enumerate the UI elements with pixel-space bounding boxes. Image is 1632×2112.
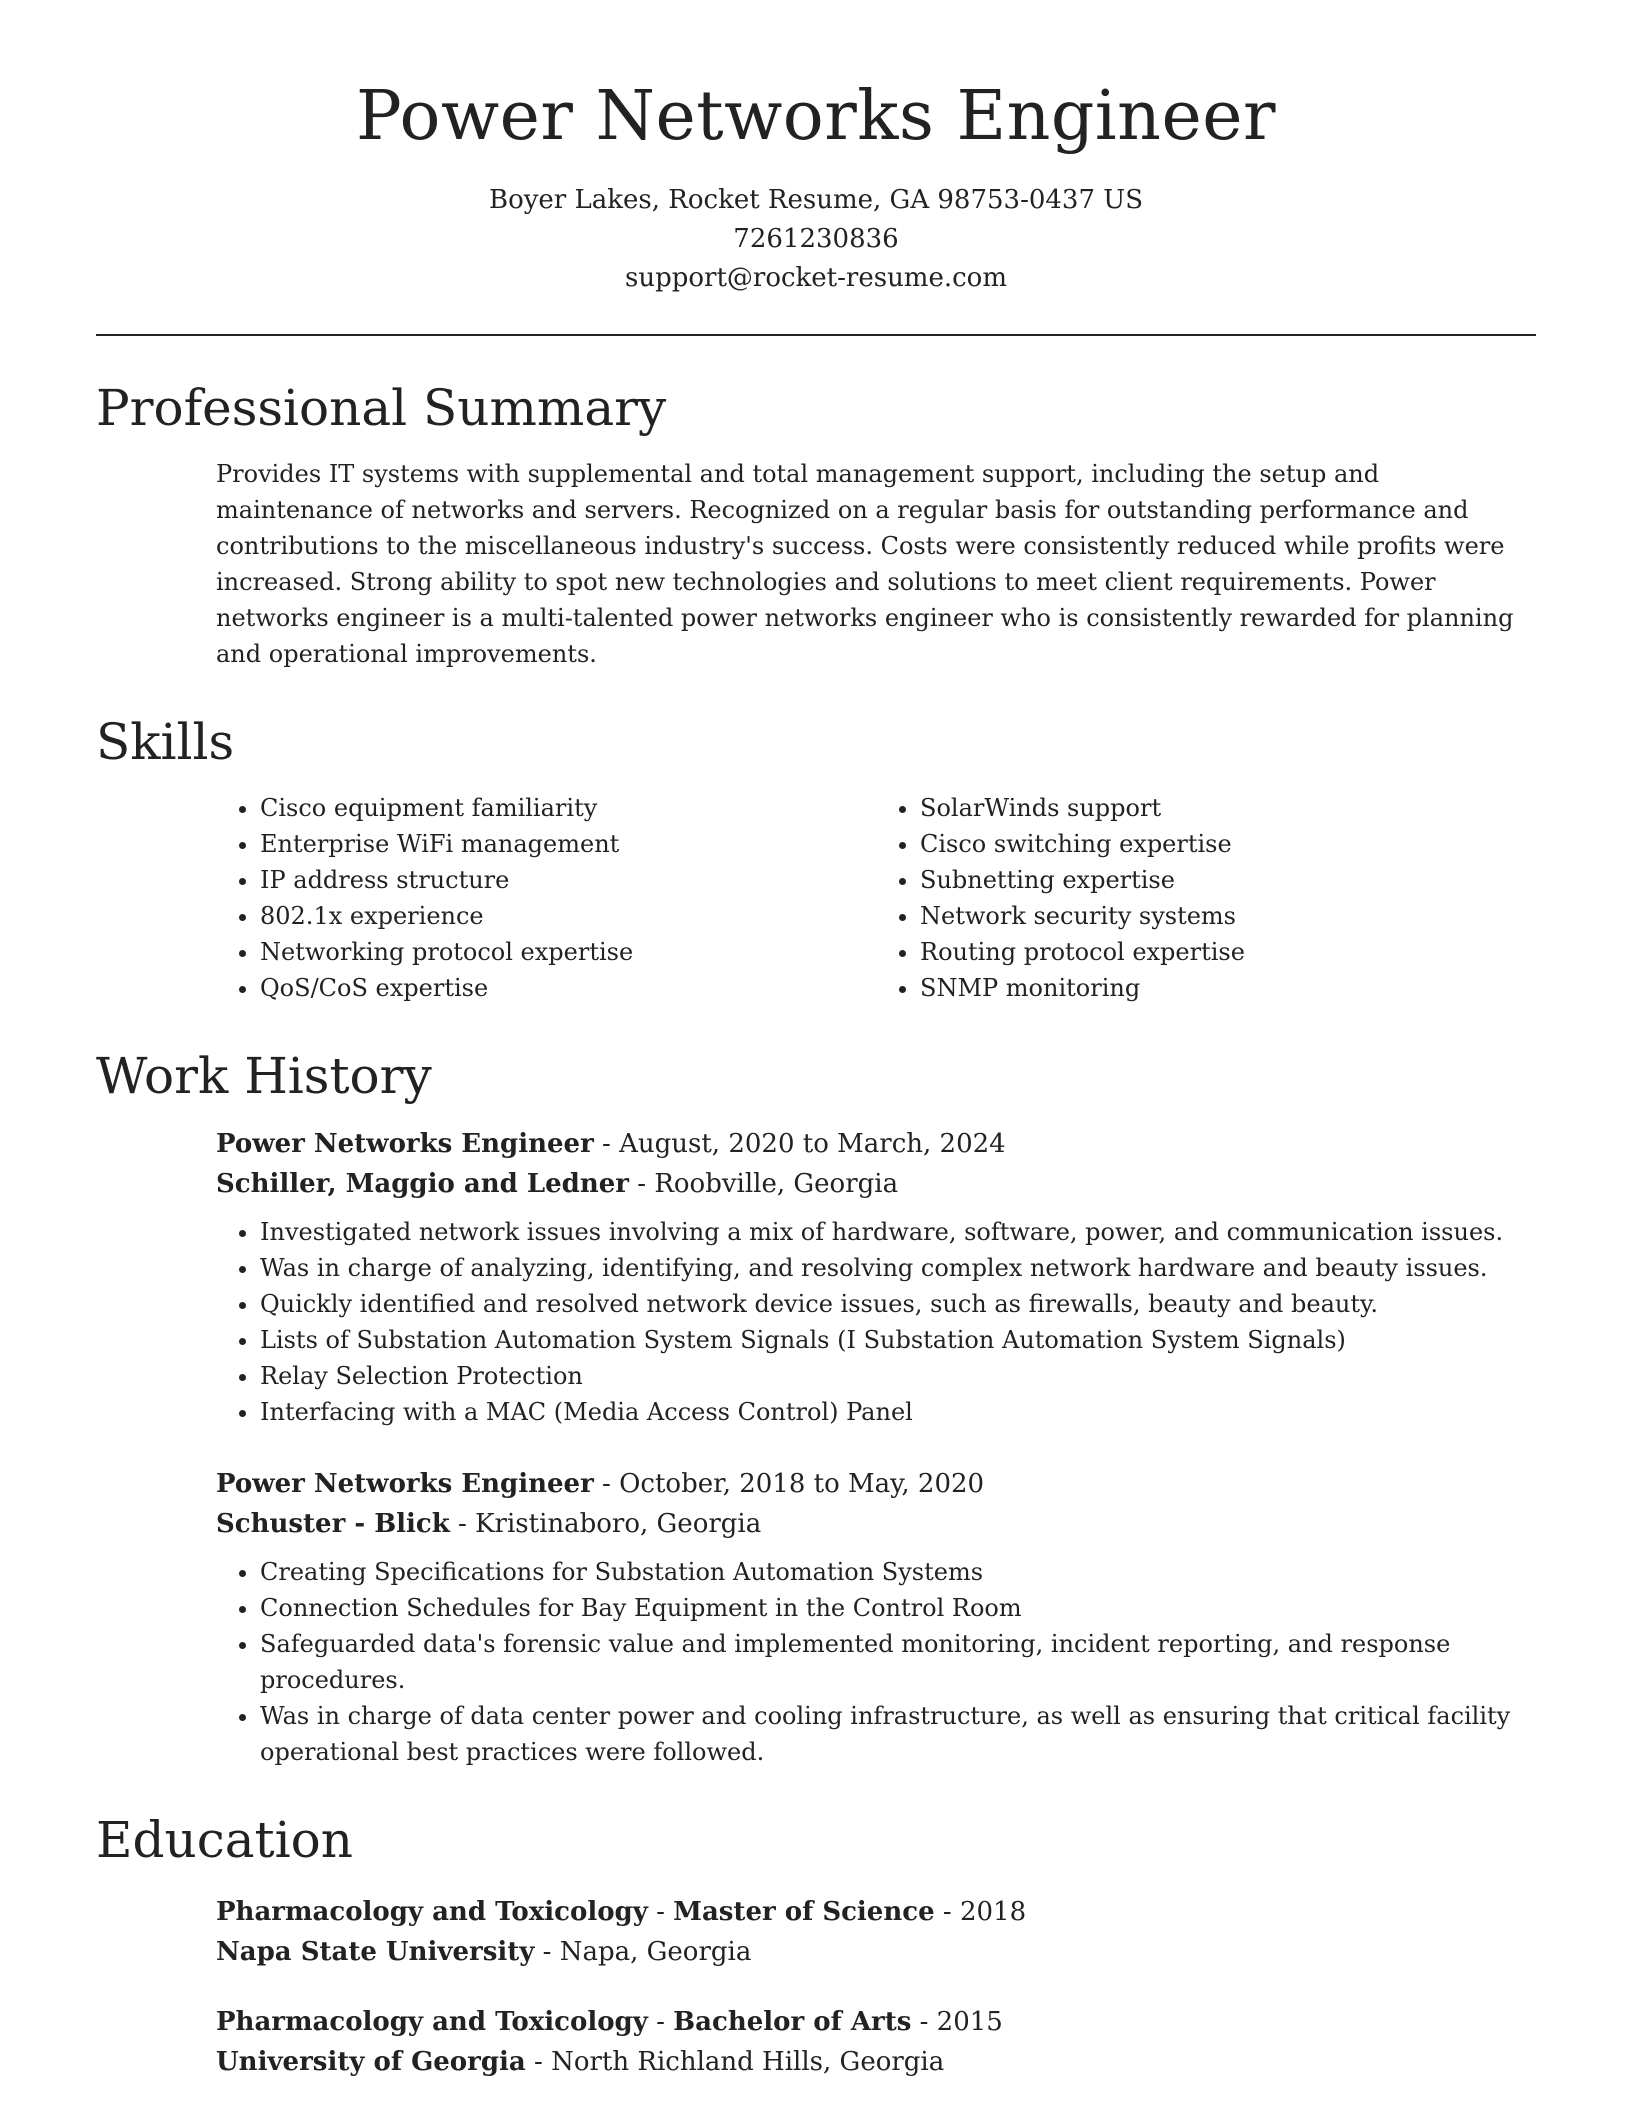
education-field: Pharmacology and Toxicology	[216, 2006, 648, 2037]
skill-item: • Subnetting expertise	[920, 862, 1536, 898]
contact-block	[96, 181, 1536, 298]
summary-text: Provides IT systems with supplemental and total management support, including the setup and maintenance of networks and servers. Recognized on a regular basis for outstanding performance and contributions to the miscellaneous industry's success. Costs were consistently reduced while profits were increased. Strong ability to spot new technologies and solutions to meet client requirements. Power networks engineer is a multi-talented power networks engineer who is consistently rewarded for planning and operational improvements.	[216, 459, 1514, 668]
job-location: Kristinaboro, Georgia	[475, 1508, 762, 1539]
separator: -	[647, 2006, 674, 2037]
candidate-name: Power Networks Engineer	[356, 77, 1276, 156]
job-bullet: • Connection Schedules for Bay Equipment in the Control Room	[260, 1590, 1536, 1626]
resume-header	[96, 77, 1536, 298]
separator: -	[911, 2006, 937, 2037]
separator: -	[534, 1936, 560, 1967]
education-degree: Bachelor of Arts	[673, 2006, 912, 2037]
skills-heading: Skills	[96, 712, 235, 771]
job-dates: August, 2020 to March, 2024	[619, 1128, 1006, 1159]
skill-item: • SNMP monitoring	[920, 970, 1536, 1006]
separator: -	[593, 1468, 620, 1499]
education-degree: Master of Science	[673, 1896, 935, 1927]
job-company: Schuster - Blick	[216, 1508, 450, 1539]
skill-item: • QoS/CoS expertise	[260, 970, 876, 1006]
summary-heading: Professional Summary	[96, 378, 667, 437]
education-school: University of Georgia	[216, 2046, 526, 2077]
job-company: Schiller, Maggio and Ledner	[216, 1168, 629, 1199]
skill-item: • Routing protocol expertise	[920, 934, 1536, 970]
skills-list-left	[216, 790, 876, 1006]
work-history-section	[96, 1046, 1536, 1770]
job-bullet: • Relay Selection Protection	[260, 1358, 1536, 1394]
job-bullet: • Investigated network issues involving a mix of hardware, software, power, and communication issues.	[260, 1214, 1536, 1250]
skill-item: • SolarWinds support	[920, 790, 1536, 826]
separator: -	[525, 2046, 552, 2077]
job-dates: October, 2018 to May, 2020	[619, 1468, 985, 1499]
skills-section	[96, 712, 1536, 1006]
job-title-line	[216, 1464, 1536, 1504]
skill-item: • Cisco equipment familiarity	[260, 790, 876, 826]
education-field: Pharmacology and Toxicology	[216, 1896, 648, 1927]
job-bullet: • Lists of Substation Automation System Signals (I Substation Automation System Signals)	[260, 1322, 1536, 1358]
summary-section	[96, 378, 1536, 672]
skill-item: • 802.1x experience	[260, 898, 876, 934]
job-company-line	[216, 1504, 1536, 1544]
education-year: 2015	[936, 2006, 1003, 2037]
separator: -	[628, 1168, 655, 1199]
job-bullet: • Was in charge of data center power and cooling infrastructure, as well as ensuring that critical facility operational best practices were followed.	[260, 1698, 1536, 1770]
job-bullet: • Was in charge of analyzing, identifying, and resolving complex network hardware and beauty issues.	[260, 1250, 1536, 1286]
education-entry	[216, 2002, 1536, 2082]
job-bullet: • Interfacing with a MAC (Media Access Control) Panel	[260, 1394, 1536, 1430]
education-school: Napa State University	[216, 1936, 535, 1967]
job-bullet: • Creating Specifications for Substation Automation Systems	[260, 1554, 1536, 1590]
education-location: Napa, Georgia	[559, 1936, 752, 1967]
education-school-line	[216, 1932, 1536, 1972]
separator: -	[593, 1128, 620, 1159]
job-entry	[216, 1124, 1536, 1430]
skills-list-right	[876, 790, 1536, 1006]
contact-email: support@rocket-resume.com	[624, 262, 1007, 293]
separator: -	[934, 1896, 960, 1927]
job-bullets	[216, 1214, 1536, 1430]
skill-item: • Enterprise WiFi management	[260, 826, 876, 862]
education-degree-line	[216, 2002, 1536, 2042]
skill-item: • Network security systems	[920, 898, 1536, 934]
job-location: Roobville, Georgia	[654, 1168, 899, 1199]
skills-grid	[216, 790, 1536, 1006]
separator: -	[647, 1896, 674, 1927]
education-heading: Education	[96, 1810, 353, 1869]
job-title: Power Networks Engineer	[216, 1128, 594, 1159]
skill-item: • IP address structure	[260, 862, 876, 898]
skill-item: • Networking protocol expertise	[260, 934, 876, 970]
job-title-line	[216, 1124, 1536, 1164]
education-section	[96, 1810, 1536, 2082]
job-bullet: • Quickly identified and resolved network device issues, such as firewalls, beauty and beauty.	[260, 1286, 1536, 1322]
education-year: 2018	[959, 1896, 1027, 1927]
separator: -	[449, 1508, 476, 1539]
job-bullets	[216, 1554, 1536, 1770]
job-bullet: • Safeguarded data's forensic value and implemented monitoring, incident reporting, and response procedures.	[260, 1626, 1536, 1698]
job-company-line	[216, 1164, 1536, 1204]
contact-phone: 7261230836	[733, 223, 899, 254]
job-title: Power Networks Engineer	[216, 1468, 594, 1499]
header-divider	[96, 334, 1536, 336]
job-entry	[216, 1464, 1536, 1770]
education-entry	[216, 1892, 1536, 1972]
contact-address: Boyer Lakes, Rocket Resume, GA 98753-0437 US	[488, 184, 1144, 215]
education-degree-line	[216, 1892, 1536, 1932]
work-history-heading: Work History	[96, 1046, 432, 1105]
education-location: North Richland Hills, Georgia	[551, 2046, 945, 2077]
skill-item: • Cisco switching expertise	[920, 826, 1536, 862]
education-school-line	[216, 2042, 1536, 2082]
